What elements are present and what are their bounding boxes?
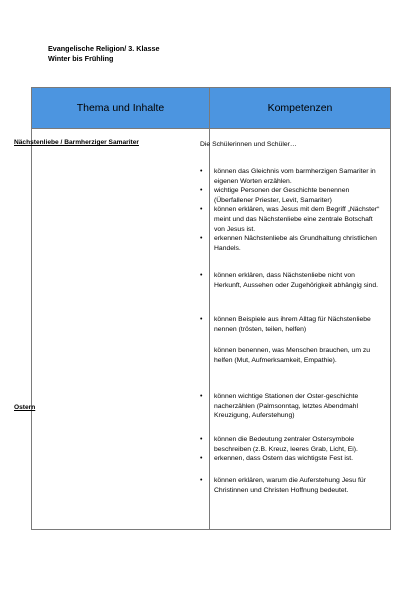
list-item: können benennen, was Menschen brauchen, um zu helfen (Mut, Aufmerksamkeit, Empathie). [214, 347, 371, 364]
list-item: • können erklären, was Jesus mit dem Begriff „Nächster“ meint und das Nächstenliebe eine zentrale Botschaft von Jesus ist. [214, 205, 384, 234]
competency-list-easter-story [214, 392, 384, 421]
list-item: • können wichtige Stationen der Oster-geschichte nacherzählen (Palmsonntag, letztes Abendmahl Kreuzigung, Auferstehung) [214, 392, 384, 421]
list-item: • erkennen, dass Ostern das wichtigste Fest ist. [214, 454, 384, 464]
list-item: • wichtige Personen der Geschichte benennen (Überfallener Priester, Levit, Samariter) [214, 186, 384, 205]
column-divider [209, 88, 210, 529]
list-item: • können die Bedeutung zentraler Ostersymbole beschreiben (z.B. Kreuz, leeres Grab, Licht, Ei). [214, 435, 384, 454]
list-item: • können erklären, dass Nächstenliebe nicht von Herkunft, Aussehen oder Zugehörigkeit abhängig sind. [214, 271, 384, 290]
list-item: • können Beispiele aus ihrem Alltag für Nächstenliebe nennen (trösten, teilen, helfen) [214, 315, 384, 334]
topic-samaritan: Nächstenliebe / Barmherziger Samariter [14, 139, 139, 146]
list-item: • können erklären, warum die Auferstehung Jesu für Christinnen und Christen Hoffnung bedeutet. [214, 476, 384, 495]
competency-list-easter-symbols [214, 435, 384, 464]
document-period: Winter bis Frühling [48, 54, 114, 63]
document-header [48, 44, 159, 64]
competency-intro: Die Schülerinnen und Schüler… [200, 141, 297, 148]
column-header-competencies: Kompetenzen [267, 102, 333, 114]
competency-list-needs [214, 346, 384, 365]
competency-list-samaritan [214, 167, 384, 253]
competency-list-examples [214, 315, 384, 334]
list-item: • können das Gleichnis vom barmherzigen Samariter in eigenen Worten erzählen. [214, 167, 384, 186]
topic-easter: Ostern [14, 404, 36, 411]
competency-list-origin [214, 271, 384, 290]
column-header-topics: Thema und Inhalte [76, 102, 165, 114]
document-subject: Evangelische Religion/ 3. Klasse [48, 44, 160, 53]
list-item: • erkennen Nächstenliebe als Grundhaltung christlichen Handels. [214, 234, 384, 253]
competency-list-resurrection [214, 476, 384, 495]
